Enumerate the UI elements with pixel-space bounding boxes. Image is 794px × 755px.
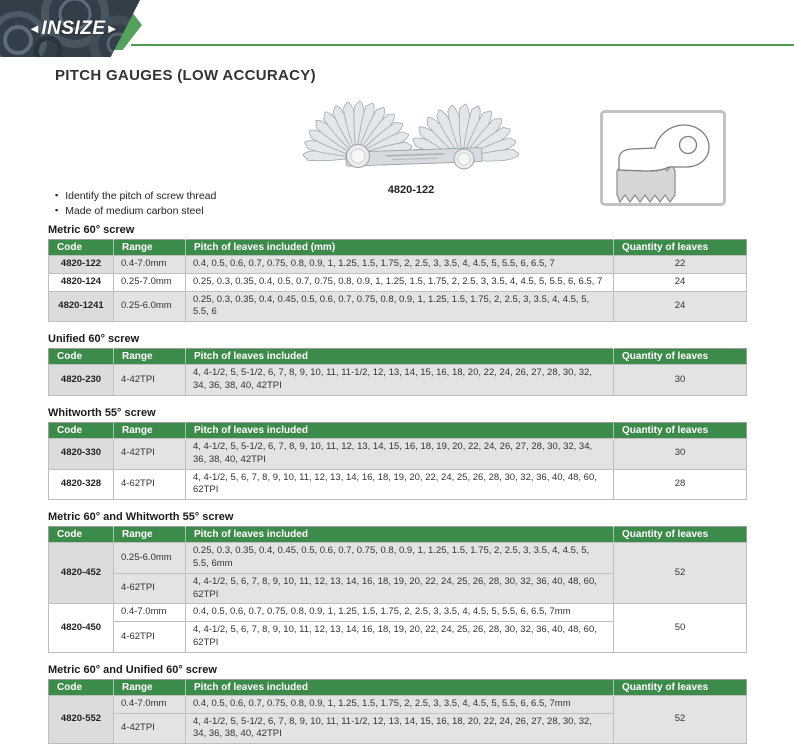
spec-tables: [48, 224, 746, 755]
feature-list: [55, 190, 216, 220]
range-cell: 0.4-7.0mm: [114, 695, 186, 713]
code-cell: 4820-330: [49, 438, 114, 469]
column-header-code: Code: [49, 240, 114, 256]
column-header-range: Range: [114, 527, 186, 543]
header-row: [49, 527, 747, 543]
pitch-cell: 0.25, 0.3, 0.35, 0.4, 0.5, 0.7, 0.75, 0.8, 0.9, 1, 1.25, 1.5, 1.75, 2, 2.5, 3, 3.5, 4, 4.5, 5, 5.5, 6, 6.5, 7: [186, 273, 614, 291]
pitch-cell: 0.4, 0.5, 0.6, 0.7, 0.75, 0.8, 0.9, 1, 1.25, 1.5, 1.75, 2, 2.5, 3, 3.5, 4, 4.5, 5, 5.5, 6, 6.5, 7: [186, 256, 614, 274]
spec-table: [48, 422, 747, 500]
table-row: [49, 438, 747, 469]
product-caption: 4820-122: [387, 184, 435, 196]
table-row: [49, 469, 747, 500]
column-header-pitch: Pitch of leaves included: [186, 422, 614, 438]
range-cell: 4-42TPI: [114, 713, 186, 744]
code-cell: 4820-1241: [49, 291, 114, 322]
pitch-cell: 4, 4-1/2, 5, 5-1/2, 6, 7, 8, 9, 10, 11, 11-1/2, 12, 13, 14, 15, 16, 18, 20, 22, 24, 26, 27, 28, 30, 32, 34, 36, 38, 40, 42TPI: [186, 713, 614, 744]
feature-item: ▪ Identify the pitch of screw thread: [55, 190, 216, 202]
spec-table: [48, 679, 747, 744]
column-header-code: Code: [49, 527, 114, 543]
range-cell: 0.25-6.0mm: [114, 543, 186, 574]
table-section: [48, 333, 746, 396]
brand-header: [0, 0, 794, 58]
header-row: [49, 422, 747, 438]
table-row: [49, 273, 747, 291]
table-row: [49, 543, 747, 574]
code-cell: 4820-124: [49, 273, 114, 291]
range-cell: 0.4-7.0mm: [114, 604, 186, 622]
column-header-qty: Quantity of leaves: [614, 240, 747, 256]
pitch-gauge-illustration: [268, 98, 554, 186]
header-rule: [131, 44, 794, 46]
table-section: [48, 511, 746, 653]
product-photo: [268, 98, 554, 186]
range-cell: 4-42TPI: [114, 438, 186, 469]
pitch-cell: 4, 4-1/2, 5, 6, 7, 8, 9, 10, 11, 12, 13, 14, 16, 18, 19, 20, 22, 24, 25, 26, 28, 30, 32, 36, 40, 48, 60, 62TPI: [186, 573, 614, 604]
column-header-range: Range: [114, 349, 186, 365]
table-section: [48, 224, 746, 322]
leaf-diagram: [600, 110, 726, 206]
header-row: [49, 679, 747, 695]
quantity-cell: 22: [614, 256, 747, 274]
range-cell: 0.4-7.0mm: [114, 256, 186, 274]
code-cell: 4820-552: [49, 695, 114, 743]
column-header-code: Code: [49, 679, 114, 695]
column-header-pitch: Pitch of leaves included: [186, 527, 614, 543]
quantity-cell: 30: [614, 438, 747, 469]
table-row: [49, 291, 747, 322]
quantity-cell: 50: [614, 604, 747, 652]
code-cell: 4820-122: [49, 256, 114, 274]
section-title: Metric 60° and Whitworth 55° screw: [48, 511, 234, 524]
column-header-code: Code: [49, 349, 114, 365]
section-title: Metric 60° and Unified 60° screw: [48, 663, 217, 676]
header-row: [49, 349, 747, 365]
logo-left-arrow-icon: ◄: [28, 21, 42, 36]
page-title: PITCH GAUGES (LOW ACCURACY): [55, 67, 316, 84]
leaf-diagram-drawing: [603, 113, 723, 203]
column-header-qty: Quantity of leaves: [614, 349, 747, 365]
section-title: Unified 60° screw: [48, 333, 140, 346]
table-section: [48, 407, 746, 500]
spec-table: [48, 526, 747, 653]
table-row: [49, 604, 747, 622]
column-header-qty: Quantity of leaves: [614, 527, 747, 543]
header-row: [49, 240, 747, 256]
insize-logo: [28, 19, 119, 38]
quantity-cell: 30: [614, 365, 747, 396]
quantity-cell: 52: [614, 695, 747, 743]
code-cell: 4820-328: [49, 469, 114, 500]
column-header-pitch: Pitch of leaves included (mm): [186, 240, 614, 256]
pitch-cell: 0.25, 0.3, 0.35, 0.4, 0.45, 0.5, 0.6, 0.7, 0.75, 0.8, 0.9, 1, 1.25, 1.5, 1.75, 2, 2.5, 3, 3.5, 4, 4.5, 5, 5.5, 6: [186, 291, 614, 322]
section-title: Metric 60° screw: [48, 224, 135, 236]
pitch-cell: 0.4, 0.5, 0.6, 0.7, 0.75, 0.8, 0.9, 1, 1.25, 1.5, 1.75, 2, 2.5, 3, 3.5, 4, 4.5, 5, 5.5, 6, 6.5, 7mm: [186, 604, 614, 622]
range-cell: 4-62TPI: [114, 573, 186, 604]
logo-text: INSIZE: [41, 18, 106, 39]
column-header-qty: Quantity of leaves: [614, 422, 747, 438]
feature-item: ▪ Made of medium carbon steel: [55, 205, 216, 217]
spec-table: [48, 348, 747, 396]
range-cell: 4-62TPI: [114, 622, 186, 653]
code-cell: 4820-450: [49, 604, 114, 652]
pitch-cell: 0.25, 0.3, 0.35, 0.4, 0.45, 0.5, 0.6, 0.7, 0.75, 0.8, 0.9, 1, 1.25, 1.5, 1.75, 2, 2.5, 3, 3.5, 4, 4.5, 5, 5.5, 6mm: [186, 543, 614, 574]
table-section: [48, 664, 746, 744]
range-cell: 0.25-7.0mm: [114, 273, 186, 291]
column-header-pitch: Pitch of leaves included: [186, 679, 614, 695]
column-header-range: Range: [114, 679, 186, 695]
code-cell: 4820-452: [49, 543, 114, 604]
range-cell: 4-42TPI: [114, 365, 186, 396]
range-cell: 4-62TPI: [114, 469, 186, 500]
pitch-cell: 4, 4-1/2, 5, 5-1/2, 6, 7, 8, 9, 10, 11, 12, 13, 14, 15, 16, 18, 19, 20, 22, 24, 26, 27, 28, 30, 32, 34, 36, 38, 40, 42TPI: [186, 438, 614, 469]
column-header-range: Range: [114, 240, 186, 256]
column-header-code: Code: [49, 422, 114, 438]
quantity-cell: 24: [614, 291, 747, 322]
quantity-cell: 52: [614, 543, 747, 604]
range-cell: 0.25-6.0mm: [114, 291, 186, 322]
column-header-qty: Quantity of leaves: [614, 679, 747, 695]
quantity-cell: 28: [614, 469, 747, 500]
spec-table: [48, 239, 747, 322]
table-row: [49, 695, 747, 713]
pitch-cell: 0.4, 0.5, 0.6, 0.7, 0.75, 0.8, 0.9, 1, 1.25, 1.5, 1.75, 2, 2.5, 3, 3.5, 4, 4.5, 5, 5.5, 6, 6.5, 7mm: [186, 695, 614, 713]
section-title: Whitworth 55° screw: [48, 406, 156, 419]
column-header-range: Range: [114, 422, 186, 438]
table-row: [49, 365, 747, 396]
logo-right-arrow-icon: ►: [105, 21, 119, 36]
code-cell: 4820-230: [49, 365, 114, 396]
pitch-cell: 4, 4-1/2, 5, 6, 7, 8, 9, 10, 11, 12, 13, 14, 16, 18, 19, 20, 22, 24, 25, 26, 28, 30, 32, 36, 40, 48, 60, 62TPI: [186, 622, 614, 653]
column-header-pitch: Pitch of leaves included: [186, 349, 614, 365]
quantity-cell: 24: [614, 273, 747, 291]
pitch-cell: 4, 4-1/2, 5, 6, 7, 8, 9, 10, 11, 12, 13, 14, 16, 18, 19, 20, 22, 24, 25, 26, 28, 30, 32, 36, 40, 48, 60, 62TPI: [186, 469, 614, 500]
table-row: [49, 256, 747, 274]
pitch-cell: 4, 4-1/2, 5, 5-1/2, 6, 7, 8, 9, 10, 11, 11-1/2, 12, 13, 14, 15, 16, 18, 20, 22, 24, 26, 27, 28, 30, 32, 34, 36, 38, 40, 42TPI: [186, 365, 614, 396]
